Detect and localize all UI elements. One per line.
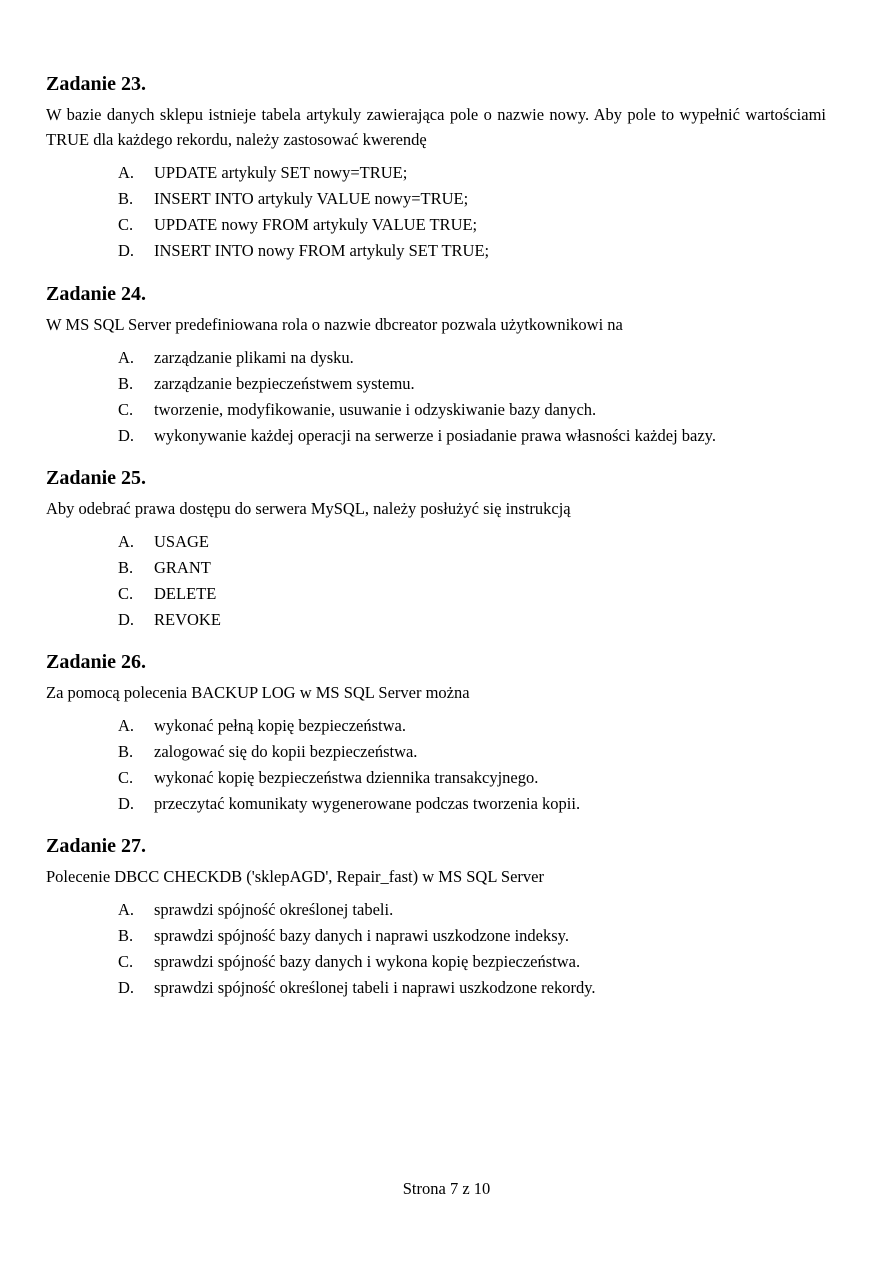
answer-option-d[interactable] (46, 238, 826, 264)
answer-option-d[interactable] (46, 607, 826, 633)
option-letter: A. (118, 716, 135, 735)
option-text: INSERT INTO artykuly VALUE nowy=TRUE; (154, 189, 469, 208)
answer-option-d[interactable] (46, 791, 826, 817)
option-text: zarządzanie plikami na dysku. (154, 348, 354, 367)
option-letter: D. (118, 610, 135, 629)
option-letter: B. (118, 926, 134, 945)
option-text: sprawdzi spójność określonej tabeli i naprawi uszkodzone rekordy. (154, 978, 596, 997)
option-letter: D. (118, 794, 135, 813)
option-letter: B. (118, 558, 134, 577)
answer-option-b[interactable] (46, 923, 826, 949)
option-text: wykonywanie każdej operacji na serwerze i posiadanie prawa własności każdej bazy. (154, 426, 716, 445)
option-text: tworzenie, modyfikowanie, usuwanie i odzyskiwanie bazy danych. (154, 400, 597, 419)
option-text: GRANT (154, 558, 211, 577)
task-title: Zadanie 27. (46, 835, 147, 857)
answer-option-b[interactable] (46, 555, 826, 581)
option-text: sprawdzi spójność bazy danych i naprawi uszkodzone indeksy. (154, 926, 569, 945)
option-letter: D. (118, 241, 135, 260)
answer-options (46, 160, 826, 264)
task-23 (46, 72, 826, 264)
answer-option-d[interactable] (46, 423, 826, 449)
task-question: Polecenie DBCC CHECKDB ('sklepAGD', Repair_fast) w MS SQL Server (46, 867, 544, 886)
task-question: Aby odebrać prawa dostępu do serwera MySQL, należy posłużyć się instrukcją (46, 499, 571, 518)
answer-option-c[interactable] (46, 765, 826, 791)
option-text: UPDATE artykuly SET nowy=TRUE; (154, 163, 408, 182)
answer-option-a[interactable] (46, 345, 826, 371)
option-letter: C. (118, 952, 134, 971)
option-text: USAGE (154, 532, 210, 551)
task-27 (46, 834, 826, 1001)
task-title: Zadanie 25. (46, 467, 147, 489)
task-question: W MS SQL Server predefiniowana rola o nazwie dbcreator pozwala użytkownikowi na (46, 315, 623, 334)
option-letter: B. (118, 189, 134, 208)
task-title: Zadanie 26. (46, 651, 147, 673)
option-letter: B. (118, 374, 134, 393)
answer-options (46, 345, 826, 449)
answer-options (46, 897, 826, 1001)
option-text: wykonać kopię bezpieczeństwa dziennika transakcyjnego. (154, 768, 539, 787)
answer-option-b[interactable] (46, 739, 826, 765)
option-text: przeczytać komunikaty wygenerowane podczas tworzenia kopii. (154, 794, 581, 813)
answer-option-a[interactable] (46, 897, 826, 923)
task-25 (46, 466, 826, 633)
option-letter: C. (118, 400, 134, 419)
answer-option-c[interactable] (46, 581, 826, 607)
page-number: Strona 7 z 10 (402, 1179, 491, 1198)
option-letter: B. (118, 742, 134, 761)
task-title: Zadanie 24. (46, 283, 147, 305)
task-question: Za pomocą polecenia BACKUP LOG w MS SQL Server można (46, 683, 470, 702)
option-text: sprawdzi spójność bazy danych i wykona kopię bezpieczeństwa. (154, 952, 581, 971)
answer-option-a[interactable] (46, 529, 826, 555)
answer-option-c[interactable] (46, 397, 826, 423)
option-text: UPDATE nowy FROM artykuly VALUE TRUE; (154, 215, 478, 234)
answer-option-b[interactable] (46, 371, 826, 397)
answer-option-a[interactable] (46, 160, 826, 186)
option-text: wykonać pełną kopię bezpieczeństwa. (154, 716, 406, 735)
option-letter: D. (118, 426, 135, 445)
answer-options (46, 529, 826, 633)
option-text: zarządzanie bezpieczeństwem systemu. (154, 374, 415, 393)
task-question: W bazie danych sklepu istnieje tabela artykuly zawierająca pole o nazwie nowy. Aby pole to wypełnić wartościami TRUE dla każdego rekordu, należy zastosować kwerendę (46, 105, 826, 149)
option-letter: C. (118, 768, 134, 787)
option-text: zalogować się do kopii bezpieczeństwa. (154, 742, 418, 761)
answer-option-c[interactable] (46, 949, 826, 975)
option-text: sprawdzi spójność określonej tabeli. (154, 900, 394, 919)
option-text: DELETE (154, 584, 217, 603)
option-letter: A. (118, 532, 135, 551)
task-title: Zadanie 23. (46, 73, 147, 95)
task-26 (46, 650, 826, 817)
option-text: REVOKE (154, 610, 221, 629)
option-letter: A. (118, 163, 135, 182)
option-letter: A. (118, 900, 135, 919)
task-24 (46, 282, 826, 449)
answer-options (46, 713, 826, 817)
answer-option-d[interactable] (46, 975, 826, 1001)
option-letter: C. (118, 215, 134, 234)
answer-option-c[interactable] (46, 212, 826, 238)
answer-option-a[interactable] (46, 713, 826, 739)
option-letter: D. (118, 978, 135, 997)
option-letter: C. (118, 584, 134, 603)
answer-option-b[interactable] (46, 186, 826, 212)
option-letter: A. (118, 348, 135, 367)
option-text: INSERT INTO nowy FROM artykuly SET TRUE; (154, 241, 490, 260)
